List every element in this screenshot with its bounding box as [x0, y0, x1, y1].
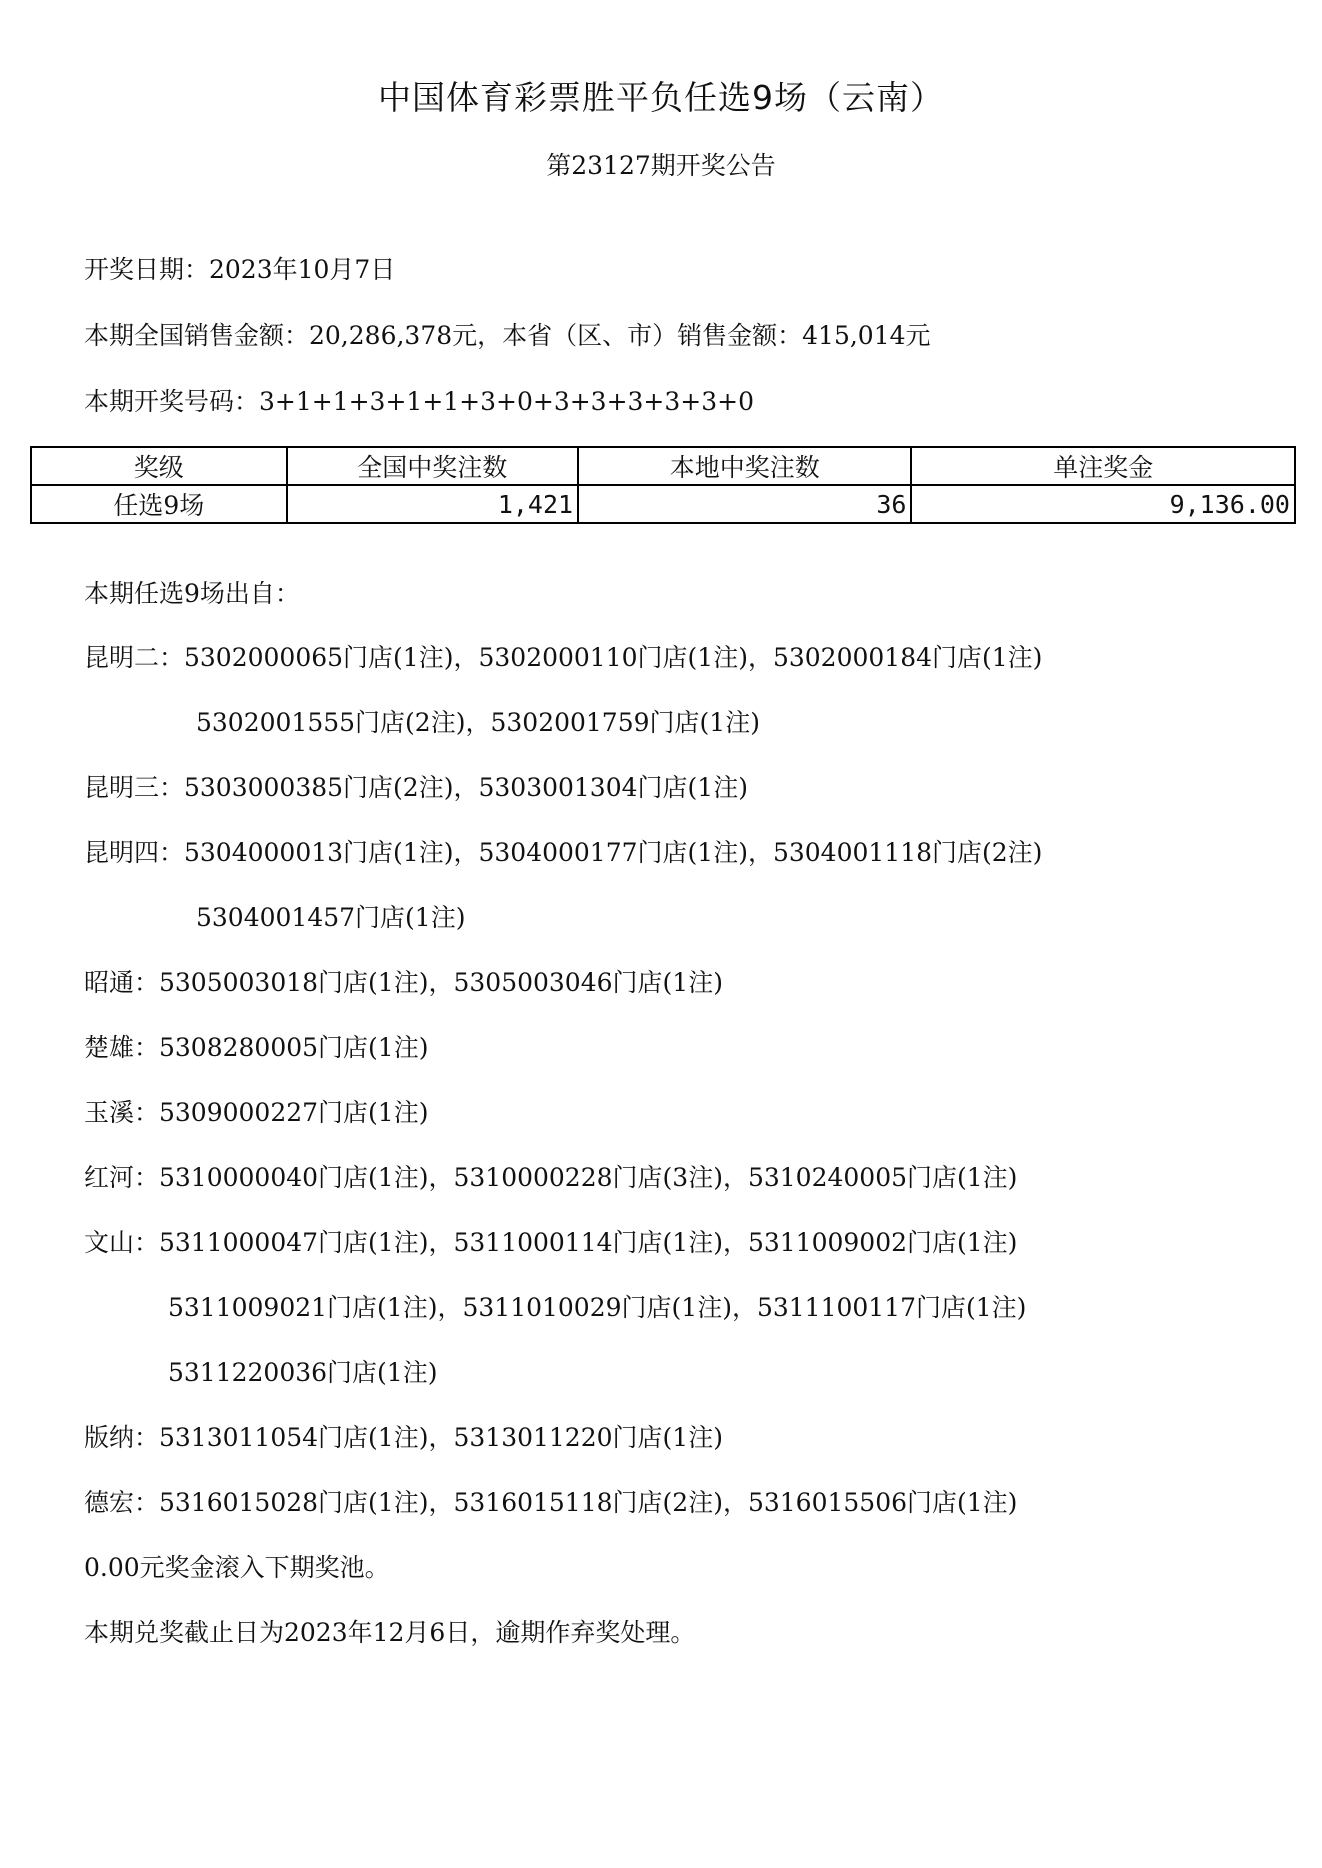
winner-line: 昆明三：5303000385门店(2注)，5303001304门店(1注): [84, 773, 748, 802]
cell-national-count: 1,421: [287, 485, 579, 523]
draw-date: 开奖日期：2023年10月7日: [84, 255, 396, 284]
winner-line: 昭通：5305003018门店(1注)，5305003046门店(1注): [84, 968, 723, 997]
winner-line: 5304001457门店(1注): [196, 903, 466, 932]
table-header-row: [31, 447, 1295, 485]
winner-line: 德宏：5316015028门店(1注)，5316015118门店(2注)，5316015506门店(1注): [84, 1488, 1018, 1517]
table-row: [31, 485, 1295, 523]
winner-line: 文山：5311000047门店(1注)，5311000114门店(1注)，5311009002门店(1注): [84, 1228, 1018, 1257]
header-national-count: 全国中奖注数: [287, 447, 579, 485]
winner-line: 楚雄：5308280005门店(1注): [84, 1033, 429, 1062]
winner-line: 版纳：5313011054门店(1注)，5313011220门店(1注): [84, 1423, 723, 1452]
rollover-note: 0.00元奖金滚入下期奖池。: [84, 1553, 390, 1582]
header-local-count: 本地中奖注数: [578, 447, 911, 485]
page-subtitle: 第23127期开奖公告: [546, 151, 776, 180]
winning-numbers: 本期开奖号码：3+1+1+3+1+1+3+0+3+3+3+3+3+0: [84, 387, 754, 416]
winner-line: 玉溪：5309000227门店(1注): [84, 1098, 429, 1127]
prize-table: [30, 446, 1296, 524]
deadline-note: 本期兑奖截止日为2023年12月6日，逾期作弃奖处理。: [84, 1618, 696, 1647]
winner-line: 红河：5310000040门店(1注)，5310000228门店(3注)，5310240005门店(1注): [84, 1163, 1018, 1192]
sales-amount: 本期全国销售金额：20,286,378元，本省（区、市）销售金额：415,014元: [84, 321, 931, 350]
cell-prize-amount: 9,136.00: [911, 485, 1295, 523]
cell-prize-level: 任选9场: [31, 485, 287, 523]
winner-line: 昆明二：5302000065门店(1注)，5302000110门店(1注)，5302000184门店(1注): [84, 643, 1043, 672]
winner-line: 5302001555门店(2注)，5302001759门店(1注): [196, 708, 760, 737]
cell-local-count: 36: [578, 485, 911, 523]
winner-line: 5311220036门店(1注): [168, 1358, 438, 1387]
winner-line: 5311009021门店(1注)，5311010029门店(1注)，5311100117门店(1注): [168, 1293, 1027, 1322]
winner-line: 昆明四：5304000013门店(1注)，5304000177门店(1注)，5304001118门店(2注): [84, 838, 1043, 867]
winners-intro: 本期任选9场出自：: [84, 579, 300, 608]
header-prize-amount: 单注奖金: [911, 447, 1295, 485]
header-prize-level: 奖级: [31, 447, 287, 485]
page-title: 中国体育彩票胜平负任选9场（云南）: [378, 78, 944, 117]
